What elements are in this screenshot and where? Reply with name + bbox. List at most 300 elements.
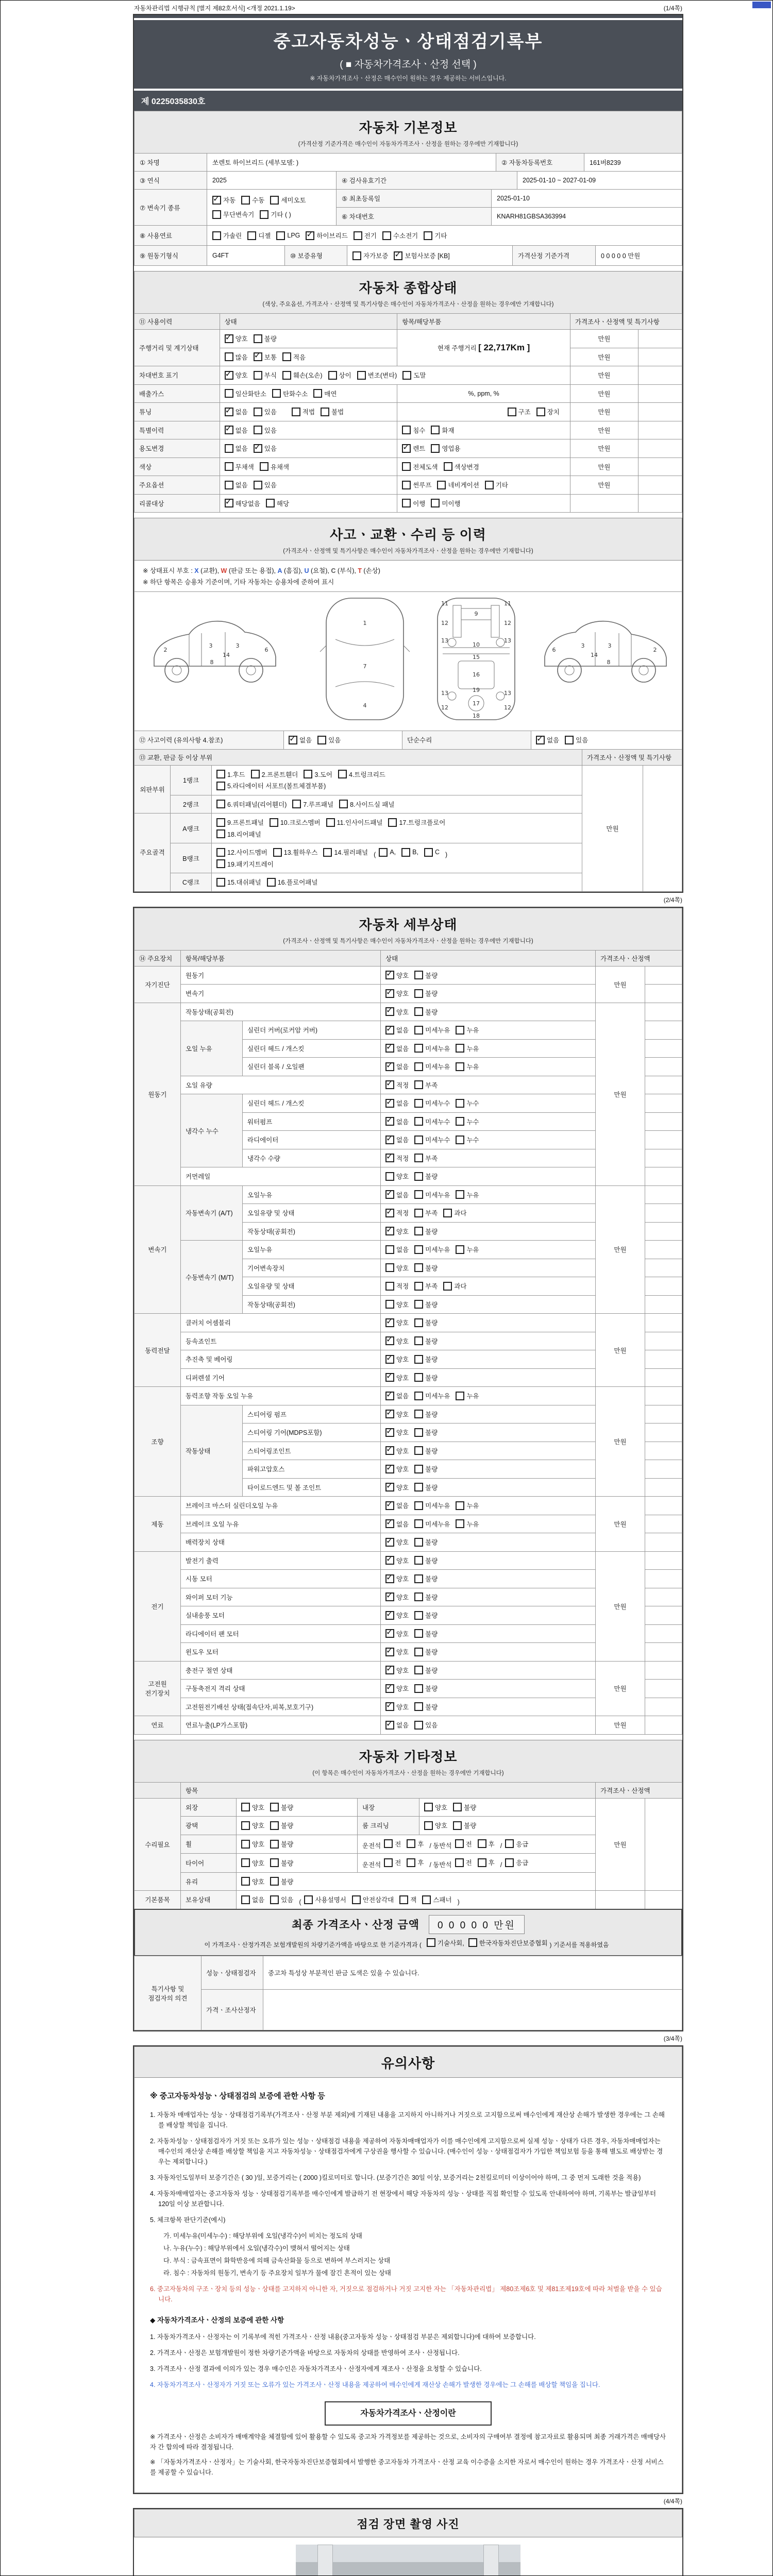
checkbox-과다[interactable] [443,1208,466,1217]
checkbox-있음[interactable] [254,426,277,435]
checkbox-box-icon [306,231,314,240]
checkbox-불량[interactable] [453,1821,476,1830]
checkbox-양호[interactable] [385,1647,409,1656]
checkbox-미세누유[interactable] [414,1025,450,1035]
checkbox-없음[interactable] [385,1098,409,1108]
checkbox-8.사이드실 패널[interactable] [339,800,394,809]
legend-prefix: ※ 상태표시 부호 : [143,567,195,574]
checkbox-상이[interactable] [328,370,351,380]
item-state [381,1368,596,1387]
checkbox-불량[interactable] [414,1007,438,1016]
checkbox-무단변속기[interactable] [212,210,254,219]
page-3 [133,2045,683,2494]
checkbox-후[interactable] [407,1858,424,1867]
checkbox-불량[interactable] [414,1647,438,1656]
checkbox-box-icon [414,1410,423,1418]
checkbox-미세누수[interactable] [414,1135,450,1144]
checkbox-네비게이션[interactable] [437,480,479,489]
page-1 [133,14,683,893]
checkbox-스패너[interactable] [422,1895,451,1904]
checkbox-적음[interactable] [282,352,306,362]
checkbox-이행[interactable] [402,499,425,508]
blank [645,1204,682,1223]
checkbox-16.플로어패널[interactable] [267,877,318,887]
checkbox-11.인사이드패널[interactable] [326,818,383,827]
checkbox-양호[interactable] [385,1684,409,1693]
usage-change-row [135,439,682,458]
checkbox-후[interactable] [478,1839,495,1849]
checkbox-누유[interactable] [456,1062,479,1071]
checkbox-누유[interactable] [456,1501,479,1510]
checkbox-적법[interactable] [292,407,315,416]
checkbox-누수[interactable] [456,1135,479,1144]
group-price: 만원 [595,1185,645,1314]
checkbox-불량[interactable] [414,1666,438,1675]
checkbox-label: 불량 [425,1356,438,1363]
checkbox-없음[interactable] [225,426,248,435]
checkbox-4.트렁크리드[interactable] [338,770,385,779]
item-state [381,1497,596,1515]
usage-change-item [397,439,570,458]
checkbox-없음[interactable] [385,1044,409,1053]
checkbox-양호[interactable] [241,1821,264,1830]
checkbox-box-icon [254,408,262,416]
checkbox-누유[interactable] [456,1245,479,1254]
checkbox-있음[interactable] [254,444,277,453]
checkbox-15.대쉬패널[interactable] [216,877,261,887]
notice-sub2: 다. 부식 : 금속표면이 화학반응에 의해 금속산화물 등으로 변하여 부스러지는 상태 [163,2257,391,2264]
checkbox-썬루프[interactable] [402,480,431,489]
checkbox-19.패키지트레이[interactable] [216,859,274,869]
checkbox-box-icon [385,1355,394,1364]
checkbox-누유[interactable] [456,1025,479,1035]
checkbox-미세누유[interactable] [414,1501,450,1510]
blank [638,366,682,385]
checkbox-응급[interactable] [505,1858,528,1867]
detail-row [135,966,682,985]
checkbox-양호[interactable] [385,1702,409,1711]
checkbox-자가보증[interactable] [352,251,388,260]
checkbox-없음[interactable] [241,1895,264,1904]
checkbox-없음[interactable] [385,1245,409,1254]
checkbox-box-icon [216,818,225,827]
checkbox-전기[interactable] [354,231,377,240]
checkbox-없음[interactable] [385,1720,409,1730]
checkbox-변조(변타)[interactable] [357,370,397,380]
checkbox-있음[interactable] [565,735,588,744]
checkbox-14.필러패널[interactable] [323,848,368,857]
checkbox-적정[interactable] [385,1080,409,1090]
checkbox-양호[interactable] [385,989,409,998]
checkbox-양호[interactable] [385,1336,409,1346]
checkbox-하이브리드[interactable] [306,231,347,240]
checkbox-해당없음[interactable] [225,499,260,508]
checkbox-불량[interactable] [414,1410,438,1419]
item-state [381,1039,596,1058]
panel-number: 10 [473,641,480,648]
checkbox-기타[interactable] [485,480,508,489]
checkbox-양호[interactable] [385,1300,409,1309]
accident-history-label: ⑫ 사고이력 (유의사항 4.참조) [135,731,284,750]
checkbox-유채색[interactable] [260,462,289,471]
checkbox-양호[interactable] [241,1858,264,1868]
checkbox-양호[interactable] [385,1446,409,1455]
recall-item [397,494,570,513]
checkbox-잭[interactable] [399,1895,416,1904]
checkbox-불량[interactable] [414,1227,438,1236]
checkbox-부족[interactable] [414,1154,438,1163]
checkbox-5.라디에이터 서포트(볼트체결부품)[interactable] [216,781,326,790]
checkbox-미세누수[interactable] [414,1117,450,1126]
panel-number: 3 [209,642,213,649]
checkbox-label: 부식 [264,372,277,379]
checkbox-양호[interactable] [424,1821,447,1830]
checkbox-2.프론트휀더[interactable] [251,770,298,779]
checkbox-미세누유[interactable] [414,1044,450,1053]
checkbox-불량[interactable] [414,1446,438,1455]
checkbox-label: 2.프론트휀더 [261,771,298,778]
checkbox-적정[interactable] [385,1281,409,1291]
item-label: 기어변속장치 [243,1259,381,1277]
checkbox-없음[interactable] [225,444,248,453]
checkbox-미세누수[interactable] [414,1098,450,1108]
exterior-label: 외장 [181,1798,237,1817]
checkbox-과다[interactable] [443,1281,466,1291]
checkbox-화재[interactable] [431,426,454,435]
panel-number: 12 [441,620,448,626]
checkbox-A,[interactable] [379,848,396,857]
checkbox-불량[interactable] [414,1354,438,1364]
checkbox-양호[interactable] [385,1592,409,1602]
checkbox-label: 많음 [235,353,248,361]
checkbox-적정[interactable] [385,1208,409,1217]
checkbox-양호[interactable] [424,1803,447,1812]
checkbox-불량[interactable] [270,1803,293,1812]
checkbox-많음[interactable] [225,352,248,362]
basic-row-3-4 [134,189,682,226]
checkbox-디젤[interactable] [247,231,271,240]
checkbox-수동[interactable] [241,195,264,205]
checkbox-box-icon [414,1556,423,1565]
side-member-left [453,605,461,637]
detail-header [134,908,682,951]
checkbox-box-icon [414,1428,423,1437]
checkbox-기술사회,[interactable] [427,1938,464,1947]
checkbox-9.프론트패널[interactable] [216,818,264,827]
blank [645,1423,682,1442]
checkbox-box-icon [478,1858,486,1867]
tuning-opts2 [292,411,349,418]
checkbox-18.리어패널[interactable] [216,829,261,839]
checkbox-불량[interactable] [414,1574,438,1583]
rankB-items [212,843,582,873]
checkbox-C[interactable] [424,848,440,857]
checkbox-구조[interactable] [508,407,531,416]
checkbox-box-icon [385,1007,394,1016]
checkbox-label: 불량 [281,1878,294,1886]
checkbox-미세누유[interactable] [414,1062,450,1071]
checkbox-7.루프패널[interactable] [292,800,333,809]
checkbox-label: 불량 [425,1264,438,1272]
checkbox-양호[interactable] [385,1556,409,1565]
checkbox-전[interactable] [384,1839,401,1849]
blank [645,1058,682,1076]
checkbox-불법[interactable] [321,407,344,416]
checkbox-매연[interactable] [313,389,337,398]
checkbox-불량[interactable] [414,1300,438,1309]
panel-number: 16 [473,671,480,678]
notice-item: 2. 자동차성능ㆍ상태점검자가 거짓 또는 오류가 있는 성능ㆍ상태점검 내용을 제공하여 자동차매매업자가 이를 매수인에게 고지함으로써 실제 성능ㆍ상태가 다른 경우, 자동차매매업자는 매수인의 재산상 손해를 배상할 책임을 지고 자동차성능ㆍ상태점검자에게 구상권을 행사할 수 있습니다. (매수인이 성능ㆍ상태점검자가 가입한 책임보험 등을 통해 별도로 배상받는 경우는 제외합니다.) [150,2138,663,2165]
checkbox-적정[interactable] [385,1154,409,1163]
checkbox-누유[interactable] [456,1190,479,1199]
checkbox-label: 없음 [235,427,248,434]
warranty-options [347,246,512,265]
checkbox-없음[interactable] [385,1062,409,1071]
interior-label: 내장 [358,1798,419,1817]
checkbox-양호[interactable] [385,1483,409,1492]
checkbox-13.휠하우스[interactable] [273,848,318,857]
checkbox-양호[interactable] [385,1666,409,1675]
checkbox-양호[interactable] [241,1839,264,1849]
checkbox-누유[interactable] [456,1391,479,1400]
checkbox-미세누유[interactable] [414,1519,450,1529]
checkbox-label: 영업용 [442,445,461,452]
checkbox-label: 미세누유 [425,1191,450,1199]
checkbox-일산화탄소[interactable] [225,389,266,398]
checkbox-box-icon [414,1684,423,1693]
checkbox-불량[interactable] [414,989,438,998]
checkbox-한국자동차진단보증협회[interactable] [468,1938,548,1947]
checkbox-미세누유[interactable] [414,1391,450,1400]
device-group-조향: 조향 [135,1387,181,1497]
panel-number: 3 [608,642,612,649]
checkbox-부족[interactable] [414,1208,438,1217]
checkbox-양호[interactable] [385,1227,409,1236]
checkbox-양호[interactable] [385,1007,409,1016]
checkbox-box-icon [402,444,411,453]
checkbox-12.사이드멤버[interactable] [216,848,267,857]
checkbox-불량[interactable] [414,1483,438,1492]
checkbox-불량[interactable] [414,1629,438,1638]
checkbox-양호[interactable] [241,1877,264,1886]
page-2 [133,907,683,2032]
notice-item: 3. 가격조사ㆍ산정 결과에 이의가 있는 경우 매수인은 자동차가격조사ㆍ산정자에게 재조사ㆍ산정을 요청할 수 있습니다. [150,2365,482,2372]
checkbox-label: 불량 [281,1804,294,1811]
checkbox-해당[interactable] [266,499,289,508]
checkbox-불량[interactable] [414,1428,438,1437]
checkbox-불량[interactable] [453,1803,476,1812]
inline-text: ( [299,1898,301,1906]
checkbox-양호[interactable] [385,1263,409,1273]
checkbox-불량[interactable] [414,1702,438,1711]
checkbox-box-icon [276,231,285,240]
checkbox-보통[interactable] [254,352,277,362]
checkbox-후[interactable] [407,1839,424,1849]
checkbox-후[interactable] [478,1858,495,1867]
checkbox-누유[interactable] [456,1519,479,1529]
checkbox-부족[interactable] [414,1281,438,1291]
inline-text: / [500,1861,502,1869]
checkbox-있음[interactable] [254,480,277,489]
checkbox-불량[interactable] [414,1464,438,1473]
checkbox-label: C [434,849,440,856]
checkbox-불량[interactable] [414,1684,438,1693]
checkbox-box-icon [388,818,397,827]
checkbox-양호[interactable] [385,1428,409,1437]
checkbox-없음[interactable] [225,480,248,489]
panel-number: 15 [473,654,480,660]
checkbox-불량[interactable] [254,334,277,343]
checkbox-box-icon [352,251,361,260]
checkbox-자동[interactable] [212,195,236,205]
checkbox-양호[interactable] [225,334,248,343]
checkbox-양호[interactable] [385,1354,409,1364]
checkbox-없음[interactable] [225,407,248,416]
checkbox-불량[interactable] [414,1336,438,1346]
checkbox-가솔린[interactable] [212,231,242,240]
checkbox-label: 17.트렁크플로어 [399,819,446,826]
checkbox-침수[interactable] [402,426,425,435]
checkbox-없음[interactable] [385,1391,409,1400]
checkbox-불량[interactable] [414,1373,438,1382]
checkbox-불량[interactable] [414,971,438,980]
checkbox-box-icon [456,1099,464,1108]
checkbox-불량[interactable] [414,1611,438,1620]
checkbox-있음[interactable] [254,407,277,416]
checkbox-6.쿼터패널(리어휀더)[interactable] [216,800,287,809]
checkbox-색상변경[interactable] [444,462,479,471]
checkbox-3.도어[interactable] [304,770,332,779]
checkbox-안전삼각대[interactable] [352,1895,394,1904]
item-state [381,1295,596,1314]
checkbox-불량[interactable] [414,1592,438,1602]
checkbox-양호[interactable] [385,971,409,980]
checkbox-없음[interactable] [385,1117,409,1126]
checkbox-양호[interactable] [385,1537,409,1547]
checkbox-기타 ( )[interactable] [260,210,291,219]
checkbox-미이행[interactable] [431,499,460,508]
checkbox-label: 양호 [396,1649,409,1656]
checkbox-box-icon [414,1026,423,1035]
checkbox-기타[interactable] [424,231,447,240]
checkbox-불량[interactable] [414,1172,438,1181]
checkbox-탄화수소[interactable] [272,389,308,398]
checkbox-양호[interactable] [385,1318,409,1327]
checkbox-1.후드[interactable] [216,770,245,779]
checkbox-없음[interactable] [385,1025,409,1035]
checkbox-box-icon [456,1117,464,1126]
checkbox-영업용[interactable] [431,444,460,453]
checkbox-box-icon [352,1895,361,1904]
checkbox-있음[interactable] [414,1720,438,1730]
status-code-meaning: (판금 또는 용접), [227,567,278,574]
checkbox-수소전기[interactable] [382,231,418,240]
checkbox-양호[interactable] [385,1410,409,1419]
checkbox-무채색[interactable] [225,462,254,471]
checkbox-렌트[interactable] [402,444,425,453]
final-price-box [134,1909,682,1957]
checkbox-불량[interactable] [414,1263,438,1273]
checkbox-양호[interactable] [241,1803,264,1812]
checkbox-box-icon [414,1007,423,1016]
checkbox-label: 양호 [396,1575,409,1583]
checkbox-있음[interactable] [317,735,341,744]
checkbox-불량[interactable] [270,1821,293,1830]
checkbox-10.크로스멤버[interactable] [270,818,321,827]
checkbox-label: 없음 [396,1722,409,1729]
checkbox-없음[interactable] [385,1135,409,1144]
checkbox-불량[interactable] [414,1537,438,1547]
checkbox-17.트렁크플로어[interactable] [388,818,445,827]
checkbox-없음[interactable] [536,735,559,744]
blank-head [135,1782,181,1798]
checkbox-label: 불량 [281,1841,294,1848]
checkbox-불량[interactable] [270,1839,293,1849]
checkbox-없음[interactable] [385,1190,409,1199]
checkbox-있음[interactable] [270,1895,293,1904]
checkbox-세미오토[interactable] [270,195,306,205]
checkbox-box-icon [385,1300,394,1309]
checkbox-없음[interactable] [385,1501,409,1510]
checkbox-불량[interactable] [270,1877,293,1886]
checkbox-불량[interactable] [414,1318,438,1327]
checkbox-보험사보증 [KB][interactable] [394,251,449,260]
checkbox-label: 색상변경 [454,463,479,471]
checkbox-양호[interactable] [385,1611,409,1620]
checkbox-양호[interactable] [385,1464,409,1473]
checkbox-부식[interactable] [254,370,277,380]
checkbox-없음[interactable] [385,1519,409,1529]
checkbox-훼손(오손)[interactable] [282,370,323,380]
checkbox-box-icon [414,1611,423,1620]
checkbox-양호[interactable] [225,370,248,380]
status-code-W: W [221,567,227,574]
checkbox-누수[interactable] [456,1098,479,1108]
checkbox-미세누유[interactable] [414,1190,450,1199]
status-code-meaning: (흠집), [282,567,305,574]
checkbox-전[interactable] [455,1839,472,1849]
checkbox-불량[interactable] [270,1858,293,1868]
checkbox-label: 불량 [281,1859,294,1867]
checkbox-전[interactable] [384,1858,401,1867]
checkbox-전체도색[interactable] [402,462,438,471]
checkbox-양호[interactable] [385,1574,409,1583]
checkbox-B,[interactable] [401,848,418,857]
checkbox-불량[interactable] [414,1556,438,1565]
checkbox-box-icon [313,389,322,398]
checkbox-부족[interactable] [414,1080,438,1090]
checkbox-양호[interactable] [385,1172,409,1181]
checkbox-LPG[interactable] [276,231,300,240]
checkbox-미세누유[interactable] [414,1245,450,1254]
checkbox-없음[interactable] [289,735,312,744]
checkbox-응급[interactable] [505,1839,528,1849]
tr [135,1782,682,1798]
blank [645,1442,682,1460]
blank [638,384,682,403]
checkbox-누유[interactable] [456,1044,479,1053]
checkbox-사용설명서[interactable] [304,1895,346,1904]
checkbox-box-icon [456,1044,464,1053]
mileage-label: 주행거리 및 계기상태 [135,330,220,366]
checkbox-전[interactable] [455,1858,472,1867]
checkbox-장치[interactable] [536,407,560,416]
checkbox-도말[interactable] [402,370,426,380]
checkbox-양호[interactable] [385,1373,409,1382]
checkbox-누수[interactable] [456,1117,479,1126]
inline-text: 운전석 [362,1842,381,1850]
checkbox-양호[interactable] [385,1629,409,1638]
